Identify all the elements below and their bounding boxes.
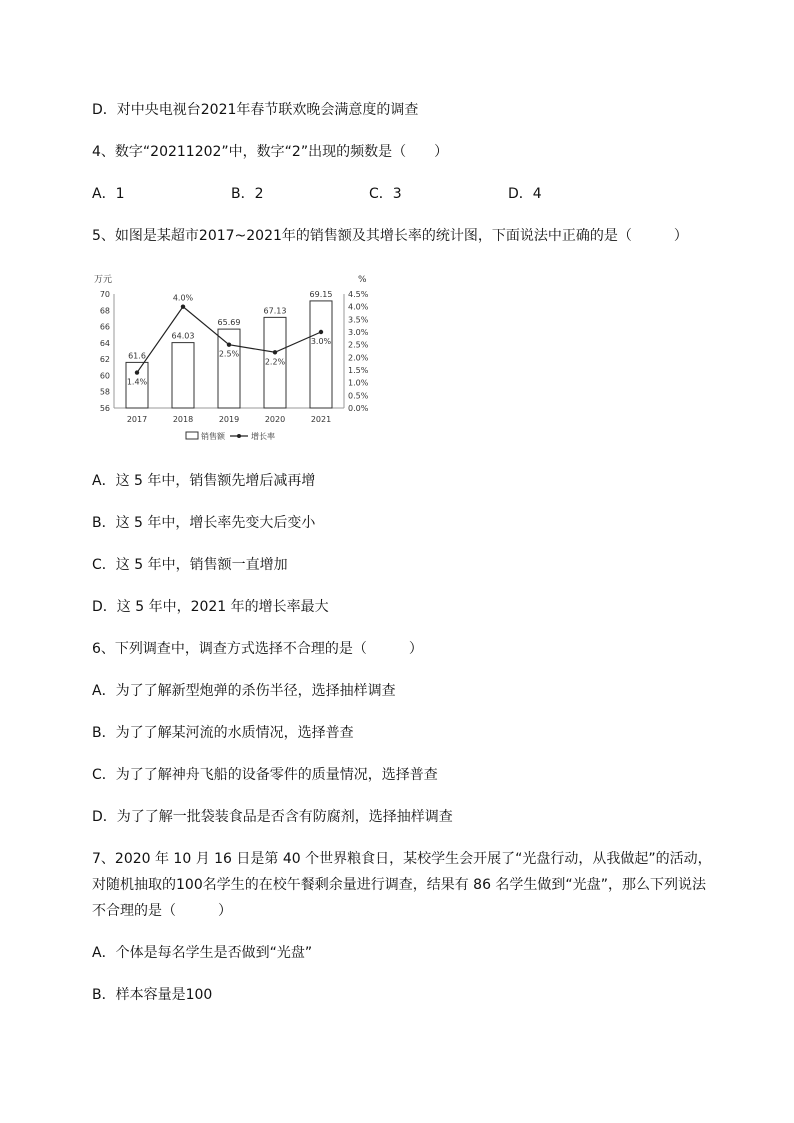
q5-option-c: C．这 5 年中，销售额一直增加 [92, 557, 288, 573]
right-tick-label: 3.5% [348, 315, 369, 325]
legend-line-label: 增长率 [251, 432, 275, 441]
question-prev-option-d: D．对中央电视台2021年春节联欢晚会满意度的调查 [92, 102, 419, 118]
q4-option-b: B．2 [231, 186, 264, 202]
growth-rate-point [319, 330, 323, 334]
q7-option-b: B．样本容量是100 [92, 987, 213, 1003]
left-tick-label: 66 [99, 322, 110, 332]
q4-option-c: C．3 [369, 186, 402, 202]
left-tick-label: 58 [99, 387, 110, 397]
left-axis-unit: 万元 [94, 275, 113, 285]
growth-rate-point [135, 370, 139, 374]
x-tick-label: 2019 [218, 415, 240, 424]
right-tick-label: 2.0% [348, 353, 369, 363]
q5-option-d: D．这 5 年中，2021 年的增长率最大 [92, 599, 329, 615]
left-tick-label: 64 [99, 338, 110, 348]
right-tick-label: 0.0% [348, 404, 369, 413]
q5-option-b: B．这 5 年中，增长率先变大后变小 [92, 515, 316, 531]
left-tick-label: 60 [99, 371, 110, 381]
growth-rate-data-label: 2.2% [264, 357, 286, 367]
q6-option-c: C．为了了解神舟飞船的设备零件的质量情况，选择普查 [92, 767, 438, 783]
bar-sales [172, 343, 194, 408]
right-tick-label: 2.5% [348, 340, 369, 350]
q5-option-a: A．这 5 年中，销售额先增后减再增 [92, 473, 316, 489]
left-tick-label: 70 [99, 290, 110, 299]
growth-rate-point [181, 304, 185, 308]
q6-option-d: D．为了了解一批袋装食品是否含有防腐剂，选择抽样调查 [92, 809, 453, 825]
growth-rate-point [273, 350, 277, 354]
legend-line-marker [237, 434, 241, 438]
q4-option-a: A．1 [92, 186, 125, 202]
bar-data-label: 67.13 [263, 306, 287, 316]
x-tick-label: 2021 [310, 415, 332, 424]
growth-rate-data-label: 3.0% [310, 337, 332, 346]
growth-rate-data-label: 1.4% [126, 377, 148, 387]
q7-option-a: A．个体是每名学生是否做到“光盘” [92, 945, 313, 961]
bar-data-label: 61.6 [128, 351, 146, 361]
growth-rate-data-label: 2.5% [218, 349, 240, 359]
q4-option-d: D．4 [508, 186, 542, 202]
bar-sales [310, 301, 332, 408]
growth-rate-point [227, 342, 231, 346]
x-tick-label: 2017 [126, 415, 148, 424]
right-tick-label: 3.0% [348, 328, 369, 337]
bar-data-label: 64.03 [171, 331, 195, 341]
growth-rate-data-label: 4.0% [172, 293, 194, 303]
right-axis-unit: % [358, 275, 367, 285]
question-5-stem: 5、如图是某超市2017~2021年的销售额及其增长率的统计图，下面说法中正确的是（ ） [92, 228, 688, 244]
right-tick-label: 4.0% [348, 302, 369, 312]
x-tick-label: 2018 [172, 415, 194, 424]
left-tick-label: 62 [99, 355, 110, 365]
legend-bar-swatch [186, 432, 198, 439]
x-tick-label: 2020 [264, 415, 286, 424]
left-tick-label: 56 [99, 404, 110, 413]
question-6-stem: 6、下列调查中，调查方式选择不合理的是（ ） [92, 641, 423, 657]
left-tick-label: 68 [99, 306, 110, 316]
right-tick-label: 0.5% [348, 391, 369, 401]
legend-bar-label: 销售额 [201, 432, 225, 441]
bar-data-label: 65.69 [217, 318, 241, 328]
right-tick-label: 4.5% [348, 290, 369, 299]
bar-data-label: 69.15 [309, 289, 333, 299]
sales-growth-chart [90, 268, 380, 448]
bar-sales [218, 329, 240, 408]
question-4-stem: 4、数字“20211202”中，数字“2”出现的频数是（ ） [92, 144, 449, 160]
question-7-stem-line-2: 对随机抽取的100名学生的在校午餐剩余量进行调查，结果有 86 名学生做到“光盘”，那么下列说法 [92, 877, 706, 893]
q6-option-b: B．为了了解某河流的水质情况，选择普查 [92, 725, 354, 741]
right-tick-label: 1.5% [348, 366, 369, 375]
q6-option-a: A．为了了解新型炮弹的杀伤半径，选择抽样调查 [92, 683, 396, 699]
question-7-stem-line-1: 7、2020 年 10 月 16 日是第 40 个世界粮食日，某校学生会开展了“光盘行动，从我做起”的活动， [92, 851, 712, 867]
question-7-stem-line-3: 不合理的是（ ） [92, 903, 232, 919]
right-tick-label: 1.0% [348, 378, 369, 388]
